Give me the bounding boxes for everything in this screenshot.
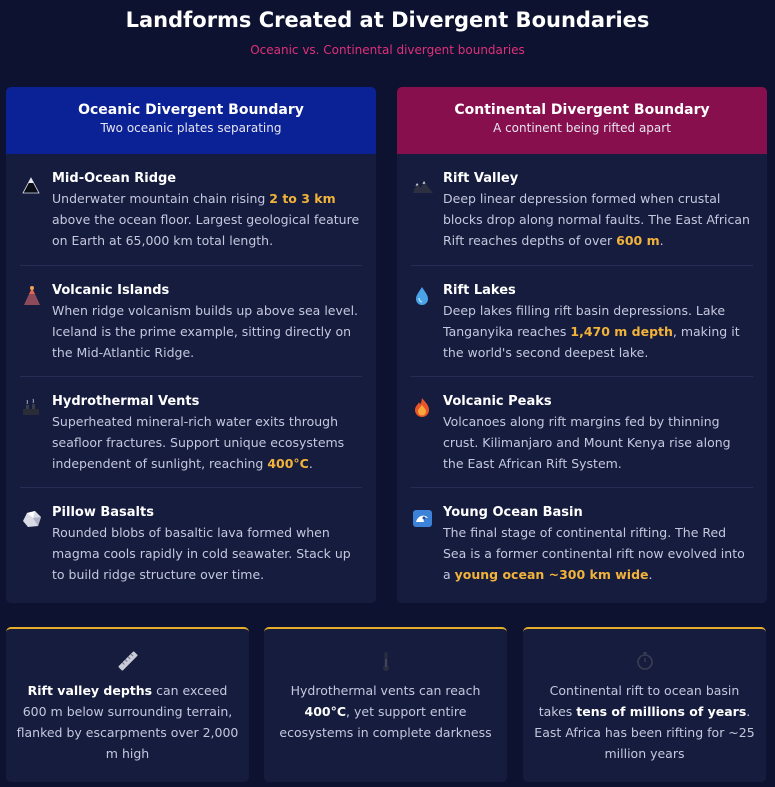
oceanic-header	[6, 87, 376, 154]
oceanic-column	[6, 87, 376, 603]
item-description: Deep lakes filling rift basin depressions. Lake Tanganyika reaches 1,470 m depth, making it the world's second deepest lake.	[443, 303, 740, 360]
fact-card-timescale	[523, 627, 766, 782]
item-title: Mid-Ocean Ridge	[52, 171, 177, 186]
fact-card-vents	[264, 627, 507, 782]
wave-icon	[411, 507, 435, 529]
item-title: Pillow Basalts	[52, 505, 154, 520]
item-pillow-basalts	[20, 487, 362, 598]
highlight-value: 400°C	[267, 456, 309, 471]
vent-icon	[20, 396, 44, 418]
mountain-icon	[20, 173, 44, 195]
highlight-value: 1,470 m depth	[570, 324, 673, 339]
continental-title: Continental Divergent Boundary	[454, 102, 710, 118]
item-hydrothermal-vents	[20, 376, 362, 487]
item-title: Volcanic Peaks	[443, 394, 552, 409]
item-volcanic-islands	[20, 265, 362, 376]
item-description: When ridge volcanism builds up above sea level. Iceland is the prime example, sitting directly on the Mid-Atlantic Ridge.	[52, 303, 359, 360]
oceanic-subtitle: Two oceanic plates separating	[100, 121, 282, 135]
ruler-icon	[6, 649, 249, 673]
item-description: The final stage of continental rifting. The Red Sea is a former continental rift now evolved into a young ocean ~300 km wide.	[443, 525, 745, 582]
volcano-icon	[20, 285, 44, 307]
fact-text: Continental rift to ocean basin takes tens of millions of years. East Africa has been rifting for ~25 million years	[534, 683, 755, 761]
item-title: Volcanic Islands	[52, 283, 170, 298]
stopwatch-icon	[523, 649, 766, 673]
highlight-value: 2 to 3 km	[269, 191, 336, 206]
item-title: Hydrothermal Vents	[52, 394, 200, 409]
item-description: Volcanoes along rift margins fed by thinning crust. Kilimanjaro and Mount Kenya rise along the East African Rift System.	[443, 414, 731, 471]
item-description: Rounded blobs of basaltic lava formed when magma cools rapidly in cold seawater. Stack up to build ridge structure over time.	[52, 525, 351, 582]
fact-card-rift-depths	[6, 627, 249, 782]
page-title: Landforms Created at Divergent Boundaries	[125, 8, 650, 32]
continental-column	[397, 87, 767, 603]
item-mid-ocean-ridge	[20, 154, 362, 265]
fact-text: Hydrothermal vents can reach 400°C, yet support entire ecosystems in complete darkness	[279, 683, 492, 740]
page-subtitle: Oceanic vs. Continental divergent boundaries	[250, 43, 525, 57]
item-title: Rift Lakes	[443, 283, 516, 298]
valley-icon	[411, 173, 435, 195]
item-young-ocean-basin	[411, 487, 753, 598]
thermometer-icon	[264, 649, 507, 673]
item-rift-valley	[411, 154, 753, 265]
fact-text: Rift valley depths can exceed 600 m below surrounding terrain, flanked by escarpments over 2,000 m high	[16, 683, 239, 761]
item-title: Rift Valley	[443, 171, 519, 186]
item-description: Deep linear depression formed when crustal blocks drop along normal faults. The East African Rift reaches depths of over 600 m.	[443, 191, 750, 248]
item-rift-lakes	[411, 265, 753, 376]
droplet-icon	[411, 285, 435, 307]
oceanic-title: Oceanic Divergent Boundary	[78, 102, 304, 118]
item-description: Underwater mountain chain rising 2 to 3 km above the ocean floor. Largest geological feature on Earth at 65,000 km total length.	[52, 191, 360, 248]
item-description: Superheated mineral-rich water exits through seafloor fractures. Support unique ecosystems independent of sunlight, reaching 400°C.	[52, 414, 345, 471]
item-title: Young Ocean Basin	[443, 505, 583, 520]
item-volcanic-peaks	[411, 376, 753, 487]
continental-subtitle: A continent being rifted apart	[493, 121, 671, 135]
fire-icon	[411, 396, 435, 418]
highlight-value: young ocean ~300 km wide	[454, 567, 649, 582]
highlight-value: 600 m	[616, 233, 660, 248]
continental-header	[397, 87, 767, 154]
rock-icon	[20, 507, 44, 529]
